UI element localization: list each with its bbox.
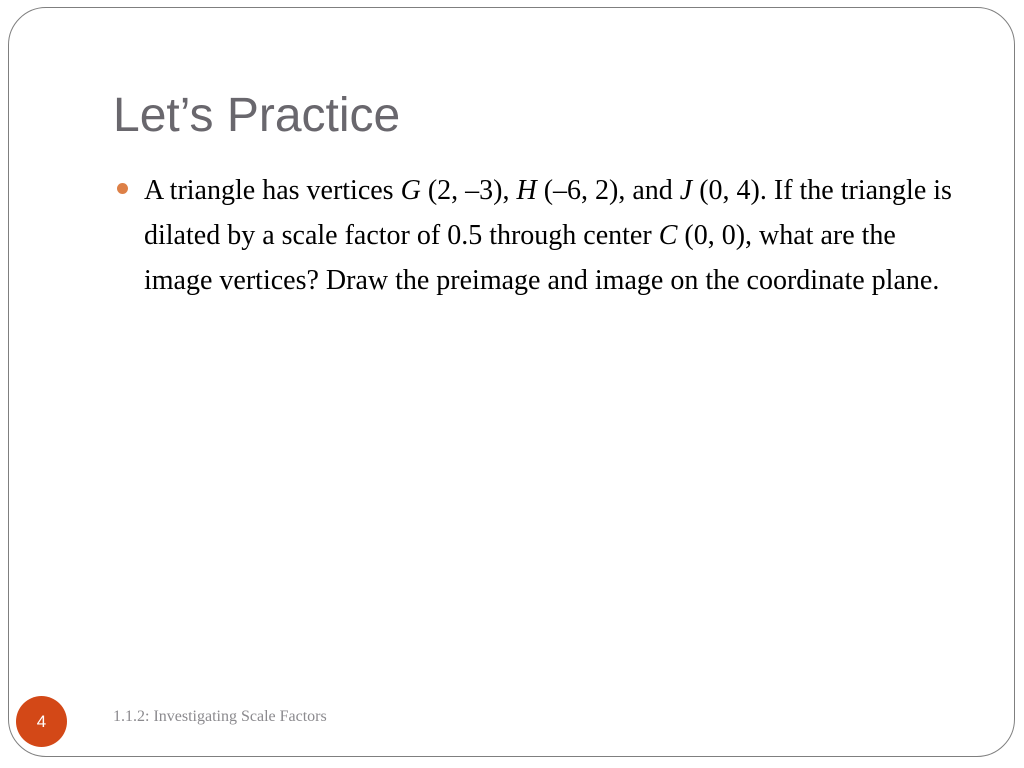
vertex-j-label: J <box>679 175 693 206</box>
vertex-h-label: H <box>516 175 537 206</box>
bullet-item <box>117 168 967 303</box>
bullet-text-part: (–6, 2), and <box>536 175 680 206</box>
bullet-dot-icon <box>117 183 128 194</box>
center-c-label: C <box>658 220 678 251</box>
bullet-text-part: A triangle has vertices <box>144 175 401 206</box>
bullet-text-part: (2, –3), <box>420 175 517 206</box>
vertex-g-label: G <box>400 175 421 206</box>
bullet-text <box>144 175 952 296</box>
slide-title: Let’s Practice <box>113 89 401 142</box>
bullet-text-part: (0, 4). If the triangle is dilated by a scale factor of 0.5 through center <box>144 175 952 251</box>
slide-body <box>117 168 967 303</box>
footer-lesson-label: 1.1.2: Investigating Scale Factors <box>113 708 327 725</box>
slide-number-badge: 4 <box>16 696 67 747</box>
bullet-text-part: (0, 0), what are the image vertices? Draw the preimage and image on the coordinate plane. <box>144 220 940 296</box>
